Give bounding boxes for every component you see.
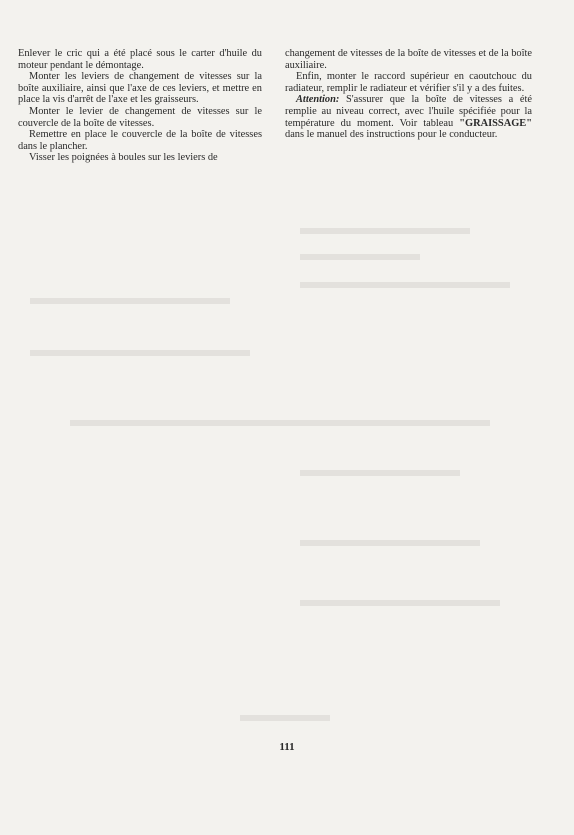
paragraph-screw-knobs: Visser les poignées à boules sur les leviers de — [29, 152, 218, 164]
paragraph-radiator: Enfin, monter le raccord supérieur en caoutchouc du radiateur, remplir le radiateur et vérifier s'il y a des fuites. — [285, 71, 532, 94]
paragraph-mount-levers: Monter les leviers de changement de vitesses sur la boîte auxiliaire, ainsi que l'axe de ces leviers, et mettre en place la vis d'arrêt de l'axe et les graisseurs. — [18, 71, 262, 106]
bleed-through-line — [300, 282, 510, 288]
attention-text-b: dans le manuel des instructions pour le conducteur. — [285, 129, 498, 141]
right-text-column — [285, 48, 532, 141]
paragraph-continuation: changement de vitesses de la boîte de vitesses et de la boîte auxiliaire. — [285, 48, 532, 71]
bleed-through-line — [300, 470, 460, 476]
bleed-through-line — [30, 350, 250, 356]
bleed-through-line — [300, 600, 500, 606]
page-number: 111 — [279, 741, 295, 753]
bleed-through-line — [70, 420, 490, 426]
left-text-column — [18, 48, 262, 164]
paragraph-replace-cover: Remettre en place le couvercle de la boîte de vitesses dans le plancher. — [18, 129, 262, 152]
attention-label: Attention: — [296, 94, 340, 106]
paragraph-attention — [285, 94, 532, 140]
graissage-reference: "GRAISSAGE" — [459, 117, 532, 129]
bleed-through-line — [300, 228, 470, 234]
bleed-through-line — [300, 540, 480, 546]
bleed-through-line — [300, 254, 420, 260]
bleed-through-line — [240, 715, 330, 721]
paragraph-mount-gear-lever: Monter le levier de changement de vitesses sur le couvercle de la boîte de vitesses. — [18, 105, 262, 129]
bleed-through-line — [30, 298, 230, 304]
attention-text-a: S'assurer que la boîte de vitesses a été remplie au niveau correct, avec l'huile spécifiée pour la température du moment. Voir tableau — [285, 94, 532, 129]
paragraph-remove-jack: Enlever le cric qui a été placé sous le carter d'huile du moteur pendant le démontage. — [18, 48, 262, 71]
